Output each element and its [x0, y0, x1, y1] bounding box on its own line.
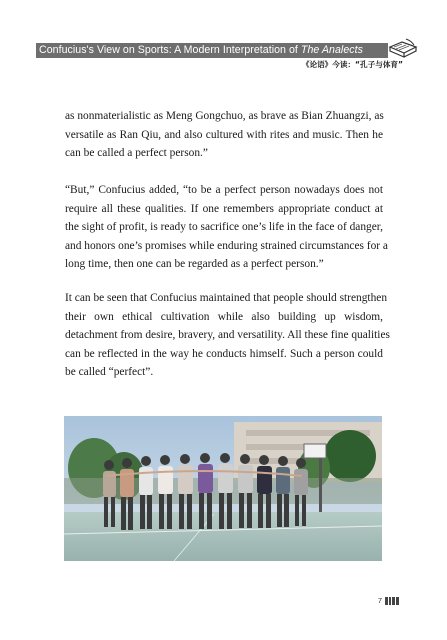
- header-title-italic: The Analects: [300, 44, 363, 56]
- team-huddle-photo: [64, 416, 382, 561]
- paragraph-line: “But,” Confucius added, “to be a perfect person nowadays does not: [65, 184, 383, 196]
- page-number-value: 7: [377, 596, 382, 605]
- header-subtitle: 《论语》今读：“孔子与体育”: [301, 60, 403, 69]
- paragraph-line: versatile as Ran Qiu, and also cultured with rites and music. Then he: [65, 128, 383, 141]
- paragraph-line: be called “perfect”.: [65, 366, 154, 379]
- open-book-icon: [388, 37, 418, 65]
- paragraph-line: can be reflected in the way he conducts himself. Such a person could: [65, 347, 383, 360]
- paragraph-1: [65, 107, 383, 163]
- paragraph-line: require all these qualities. If one remembers appropriate conduct at: [65, 202, 383, 215]
- paragraph-line: their own ethical cultivation while also building up wisdom,: [65, 310, 383, 323]
- paragraph-line: can be called a perfect person.”: [65, 147, 208, 160]
- header-title-main: Confucius's View on Sports: A Modern Interpretation of: [39, 44, 301, 56]
- paragraph-line: long time, then one can be regarded as a perfect person.”: [65, 258, 324, 271]
- header-title: [39, 43, 363, 58]
- paragraph-line: and honors one’s promises while enduring strained circumstances for a: [65, 239, 388, 252]
- paragraph-line: detachment from desire, bravery, and versatility. All these fine qualities: [65, 329, 390, 342]
- paragraph-2: [65, 181, 388, 274]
- paragraph-line: the sight of profit, is ready to sacrifice one’s life in the face of danger,: [65, 221, 383, 234]
- paragraph-3: [65, 289, 390, 382]
- paragraph-line: as nonmaterialistic as Meng Gongchuo, as brave as Bian Zhuangzi, as: [65, 110, 384, 122]
- paragraph-line: It can be seen that Confucius maintained that people should strengthen: [65, 292, 388, 304]
- page-number-bars: [385, 597, 399, 605]
- page-number: [378, 596, 399, 605]
